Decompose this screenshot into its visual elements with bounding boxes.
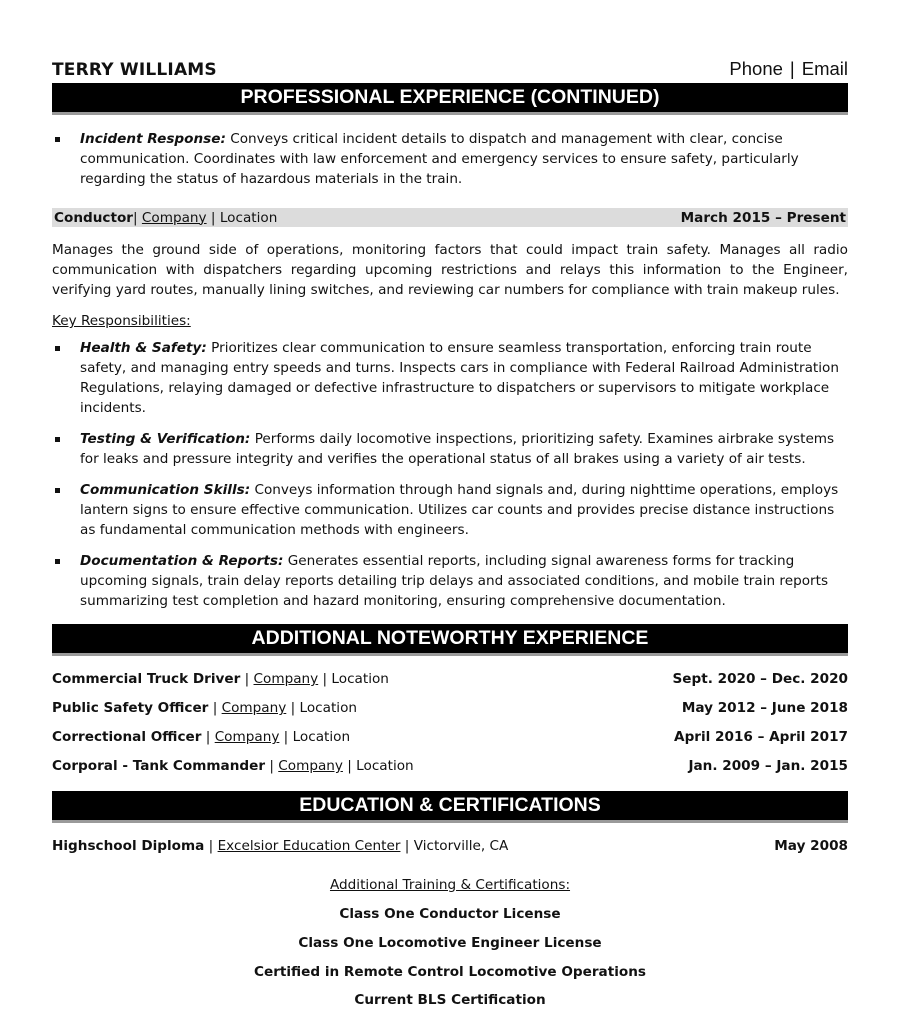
additional-job-row (52, 669, 848, 689)
additional-job-row (52, 727, 848, 747)
education-degree: Highschool Diploma (52, 838, 205, 854)
job-title: Conductor (54, 209, 134, 226)
additional-job-title: Correctional Officer (52, 729, 202, 745)
additional-job-location: Location (299, 700, 358, 716)
resume-header (52, 54, 848, 80)
additional-job-dates: Jan. 2009 – Jan. 2015 (688, 758, 848, 774)
education-location: Victorville, CA (413, 838, 509, 854)
additional-job-left: Commercial Truck Driver | Company | Location (52, 671, 389, 687)
education-row (52, 836, 848, 856)
bullet-label: Health & Safety: (80, 340, 207, 356)
bullet-text: Conveys critical incident details to dispatch and management with clear, concise communication. Coordinates with law enforcement and emergency services to ensure safety, particularly regarding the status of hazardous materials in the train. (80, 131, 799, 187)
job-location: | Location (206, 209, 278, 226)
bullet-label: Communication Skills: (80, 482, 251, 498)
additional-job-company: Company (253, 671, 319, 687)
additional-job-left: Corporal - Tank Commander | Company | Location (52, 758, 414, 774)
job-company: Company (141, 209, 207, 226)
contact-info (729, 58, 848, 80)
additional-job-title: Public Safety Officer (52, 700, 209, 716)
additional-jobs-list (52, 669, 848, 776)
additional-job-location: Location (292, 729, 351, 745)
responsibilities-title: Key Responsibilities: (52, 313, 191, 329)
additional-job-company: Company (278, 758, 343, 774)
bullet-text: Conveys information through hand signals and, during nighttime operations, employs lantern signs to ensure effective communication. Utilizes car counts and provides precise distance instructions as fundamental communication methods with engineers. (80, 482, 839, 538)
job-separator: | (133, 209, 142, 226)
email-text: Email (801, 58, 848, 79)
education-left: Highschool Diploma | Excelsior Education Center | Victorville, CA (52, 838, 509, 854)
additional-job-left: Public Safety Officer | Company | Location (52, 700, 358, 716)
section-heading-additional: ADDITIONAL NOTEWORTHY EXPERIENCE (52, 624, 848, 656)
list-item (52, 551, 848, 611)
certification-item: Class One Locomotive Engineer License (298, 935, 602, 951)
job-dates: March 2015 – Present (680, 209, 846, 226)
education-school: Excelsior Education Center (217, 838, 401, 854)
list-item (52, 429, 848, 469)
list-item (52, 129, 848, 189)
bullet-text: Generates essential reports, including signal awareness forms for tracking upcoming signals, train delay reports detailing trip delays and associated conditions, and mobile train reports summarizing test completion and hazard monitoring, ensuring comprehensive documentation. (80, 553, 829, 609)
certification-item: Certified in Remote Control Locomotive Operations (254, 964, 646, 980)
additional-job-location: Location (356, 758, 414, 774)
bullet-label: Testing & Verification: (80, 431, 251, 447)
additional-job-title: Commercial Truck Driver (52, 671, 241, 687)
certifications-block (52, 875, 848, 1010)
bullet-label: Documentation & Reports: (80, 553, 284, 569)
section-heading-experience-continued: PROFESSIONAL EXPERIENCE (CONTINUED) (52, 83, 848, 115)
section-heading-education: EDUCATION & CERTIFICATIONS (52, 791, 848, 823)
additional-job-row (52, 756, 848, 776)
additional-job-company: Company (214, 729, 280, 745)
bullet-text: Performs daily locomotive inspections, prioritizing safety. Examines airbrake systems for leaks and pressure integrity and verifies the operational status of all brakes using a variety of air tests. (80, 431, 835, 467)
list-item (52, 338, 848, 418)
education-date: May 2008 (774, 838, 848, 854)
bullet-label: Incident Response: (80, 131, 226, 147)
additional-job-row (52, 698, 848, 718)
job-summary: Manages the ground side of operations, monitoring factors that could impact train safety. Manages all radio communication with dispatchers regarding upcoming restrictions and relays this information to the Engineer, verifying yard routes, manually lining switches, and reviewing car numbers for compliance with train makeup rules. (52, 242, 848, 298)
certification-item: Class One Conductor License (339, 906, 561, 922)
additional-job-company: Company (221, 700, 287, 716)
additional-job-dates: May 2012 – June 2018 (681, 700, 848, 716)
certification-item: Current BLS Certification (354, 992, 546, 1008)
additional-job-dates: April 2016 – April 2017 (674, 729, 848, 745)
list-item (52, 480, 848, 540)
bullet-text: Prioritizes clear communication to ensure seamless transportation, enforcing train route safety, and managing entry speeds and turns. Inspects cars in compliance with Federal Railroad Administration Regulations, relaying damaged or defective infrastructure to dispatchers or supervisors to mitigate workplace incidents. (80, 340, 839, 416)
responsibility-list (52, 338, 848, 611)
additional-job-dates: Sept. 2020 – Dec. 2020 (672, 671, 848, 687)
resume-page (52, 54, 848, 1010)
phone-text: Phone (729, 58, 783, 79)
additional-job-left: Correctional Officer | Company | Location (52, 729, 351, 745)
candidate-name: TERRY WILLIAMS (52, 60, 217, 80)
training-title: Additional Training & Certifications: (329, 877, 571, 893)
additional-job-title: Corporal - Tank Commander (52, 758, 266, 774)
continued-bullet-list (52, 129, 848, 189)
job-heading-left (54, 210, 277, 226)
contact-separator: | (789, 58, 795, 79)
additional-job-location: Location (331, 671, 389, 687)
job-heading-bar (52, 208, 848, 227)
